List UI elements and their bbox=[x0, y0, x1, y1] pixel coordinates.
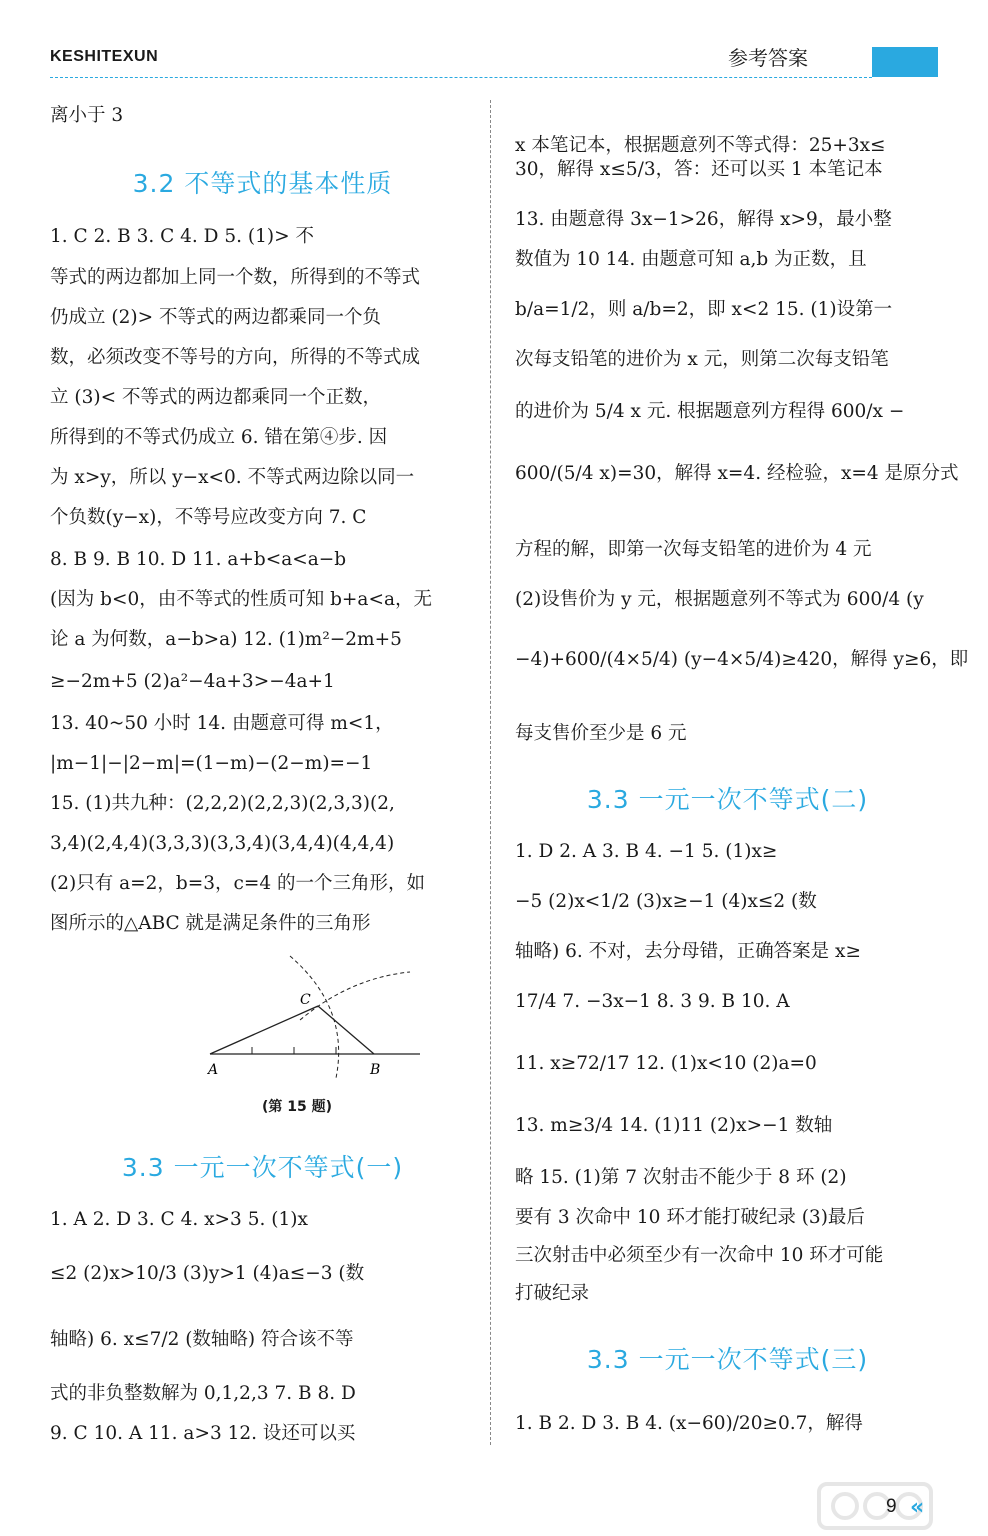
section-title: 3.3 一元一次不等式(一) bbox=[121, 1153, 404, 1182]
text-line: 13. 由题意得 3x−1>26，解得 x>9，最小整 bbox=[515, 209, 892, 230]
text-line: 论 a 为何数，a−b>a) 12. (1)m²−2m+5 bbox=[50, 629, 402, 650]
section-title: 3.2 不等式的基本性质 bbox=[132, 169, 393, 198]
header-rule bbox=[50, 77, 872, 78]
text-line: 图所示的△ABC 就是满足条件的三角形 bbox=[50, 913, 371, 934]
text-line: 1. D 2. A 3. B 4. −1 5. (1)x≥ bbox=[515, 841, 778, 862]
text-line: 打破纪录 bbox=[515, 1283, 590, 1304]
text-line: 方程的解，即第一次每支铅笔的进价为 4 元 bbox=[515, 539, 872, 560]
text-line: 次每支铅笔的进价为 x 元，则第二次每支铅笔 bbox=[515, 349, 889, 370]
triangle-figure bbox=[200, 948, 440, 1118]
text-line: 每支售价至少是 6 元 bbox=[515, 723, 687, 744]
text-line: b/a=1/2，则 a/b=2，即 x<2 15. (1)设第一 bbox=[515, 299, 893, 320]
brand-name: KESHITEXUN bbox=[50, 48, 159, 65]
text-line: x 本笔记本，根据题意列不等式得：25+3x≤ bbox=[515, 135, 886, 156]
text-line: −4)+600/(4×5/4) (y−4×5/4)≥420，解得 y≥6，即 bbox=[515, 649, 969, 670]
text-line: 个负数(y−x)，不等号应改变方向 7. C bbox=[50, 507, 367, 528]
page-header bbox=[0, 0, 988, 80]
section-title: 3.3 一元一次不等式(二) bbox=[586, 785, 869, 814]
vertex-label-b: B bbox=[370, 1062, 381, 1078]
header-accent-block bbox=[872, 47, 938, 77]
header-title: 参考答案 bbox=[728, 46, 808, 70]
text-line: 13. 40~50 小时 14. 由题意可得 m<1， bbox=[50, 713, 394, 734]
text-line: 1. B 2. D 3. B 4. (x−60)/20≥0.7，解得 bbox=[515, 1413, 863, 1434]
text-line: 立 (3)< 不等式的两边都乘同一个正数， bbox=[50, 387, 381, 408]
text-line: 仍成立 (2)> 不等式的两边都乘同一个负 bbox=[50, 307, 381, 328]
page-number: 9 bbox=[886, 1496, 897, 1517]
text-line: 1. C 2. B 3. C 4. D 5. (1)> 不 bbox=[50, 226, 315, 247]
text-line: 数，必须改变不等号的方向，所得的不等式成 bbox=[50, 347, 421, 368]
text-line: 8. B 9. B 10. D 11. a+b<a<a−b bbox=[50, 549, 347, 570]
text-line: (因为 b<0，由不等式的性质可知 b+a<a，无 bbox=[50, 589, 432, 610]
text-line: 3,4)(2,4,4)(3,3,3)(3,3,4)(3,4,4)(4,4,4) bbox=[50, 833, 395, 854]
vertex-label-c: C bbox=[300, 992, 311, 1008]
text-line: 所得到的不等式仍成立 6. 错在第④步. 因 bbox=[50, 427, 388, 448]
text-line: 三次射击中必须至少有一次命中 10 环才可能 bbox=[515, 1245, 884, 1266]
text-line: 13. m≥3/4 14. (1)11 (2)x>−1 数轴 bbox=[515, 1115, 833, 1136]
text-line: 等式的两边都加上同一个数，所得到的不等式 bbox=[50, 267, 421, 288]
section-title: 3.3 一元一次不等式(三) bbox=[586, 1345, 869, 1374]
figure-caption: (第 15 题) bbox=[262, 1099, 333, 1115]
text-line: 要有 3 次命中 10 环才能打破纪录 (3)最后 bbox=[515, 1207, 865, 1228]
text-line: (2)只有 a=2，b=3，c=4 的一个三角形，如 bbox=[50, 873, 426, 894]
text-line: 数值为 10 14. 由题意可知 a,b 为正数，且 bbox=[515, 249, 867, 270]
vertex-label-a: A bbox=[208, 1062, 219, 1078]
text-line: 17/4 7. −3x−1 8. 3 9. B 10. A bbox=[515, 991, 790, 1012]
text-line: ≥−2m+5 (2)a²−4a+3>−4a+1 bbox=[50, 671, 335, 692]
text-line: 离小于 3 bbox=[50, 105, 124, 126]
text-line: 1. A 2. D 3. C 4. x>3 5. (1)x bbox=[50, 1209, 308, 1230]
text-line: −5 (2)x<1/2 (3)x≥−1 (4)x≤2 (数 bbox=[515, 891, 817, 912]
text-line: 9. C 10. A 11. a>3 12. 设还可以买 bbox=[50, 1423, 356, 1444]
text-line: 的进价为 5/4 x 元. 根据题意列方程得 600/x − bbox=[515, 401, 905, 422]
column-divider bbox=[490, 100, 491, 1445]
text-line: 为 x>y，所以 y−x<0. 不等式两边除以同一 bbox=[50, 467, 415, 488]
text-line: (2)设售价为 y 元，根据题意列不等式为 600/4 (y bbox=[515, 589, 924, 610]
text-line: 式的非负整数解为 0,1,2,3 7. B 8. D bbox=[50, 1383, 356, 1404]
double-chevron-icon: « bbox=[910, 1495, 925, 1520]
text-line: ≤2 (2)x>10/3 (3)y>1 (4)a≤−3 (数 bbox=[50, 1263, 365, 1284]
text-line: 11. x≥72/17 12. (1)x<10 (2)a=0 bbox=[515, 1053, 817, 1074]
text-line: 轴略) 6. x≤7/2 (数轴略) 符合该不等 bbox=[50, 1329, 354, 1350]
text-line: 30，解得 x≤5/3，答：还可以买 1 本笔记本 bbox=[515, 159, 883, 180]
text-line: 15. (1)共九种：(2,2,2)(2,2,3)(2,3,3)(2, bbox=[50, 793, 395, 814]
text-line: 轴略) 6. 不对，去分母错，正确答案是 x≥ bbox=[515, 941, 861, 962]
text-line: 600/(5/4 x)=30，解得 x=4. 经检验，x=4 是原分式 bbox=[515, 463, 959, 484]
triangle-construction-diagram bbox=[200, 948, 440, 1098]
text-line: 略 15. (1)第 7 次射击不能少于 8 环 (2) bbox=[515, 1167, 847, 1188]
text-line: |m−1|−|2−m|=(1−m)−(2−m)=−1 bbox=[50, 753, 373, 774]
